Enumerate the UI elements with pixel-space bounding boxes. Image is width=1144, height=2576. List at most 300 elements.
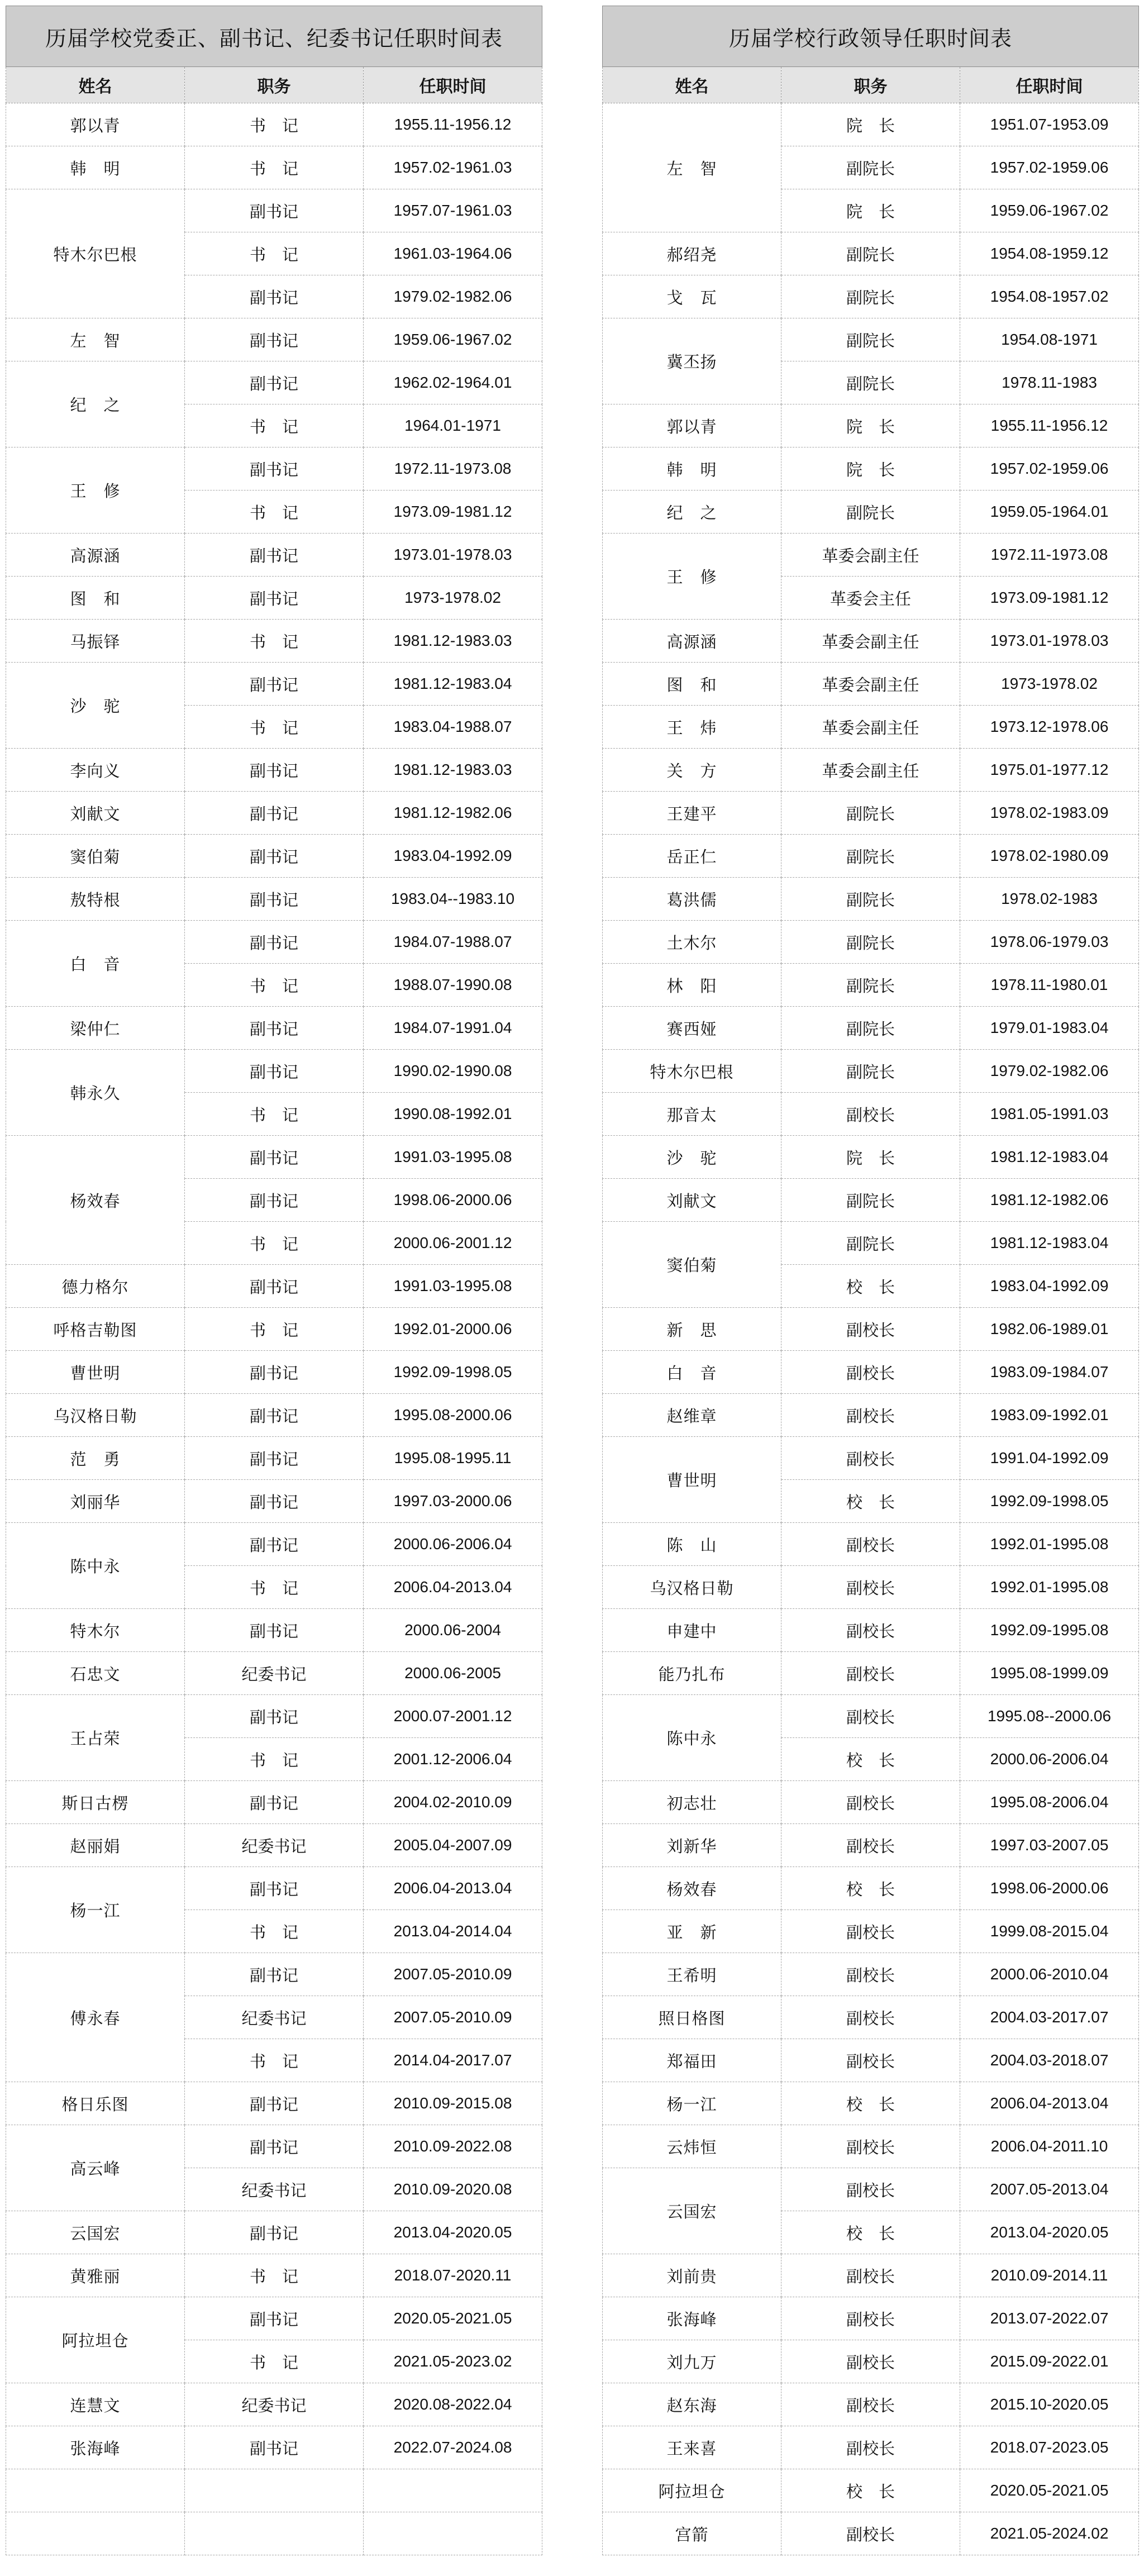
table-row (603, 1007, 1139, 1050)
cell-term: 1983.04--1983.10 (364, 878, 542, 921)
cell-term: 1991.04-1992.09 (960, 1437, 1139, 1480)
cell-term: 1978.02-1983.09 (960, 792, 1139, 835)
cell-position: 副书记 (185, 2426, 364, 2469)
cell-term: 1997.03-2000.06 (364, 1480, 542, 1523)
cell-position: 副书记 (185, 577, 364, 620)
cell-position: 校 长 (781, 2469, 960, 2512)
cell-name: 德力格尔 (6, 1265, 185, 1308)
cell-position: 校 长 (781, 2082, 960, 2125)
empty-cell (185, 2512, 364, 2555)
cell-term: 1988.07-1990.08 (364, 964, 542, 1007)
cell-position: 副书记 (185, 1437, 364, 1480)
cell-position: 副院长 (781, 146, 960, 189)
cell-name: 那音太 (603, 1093, 781, 1136)
cell-position: 副书记 (185, 1781, 364, 1824)
cell-position: 副校长 (781, 2168, 960, 2211)
column-header-position: 职务 (781, 67, 960, 103)
cell-term: 1959.06-1967.02 (960, 189, 1139, 232)
table-row (603, 2254, 1139, 2297)
cell-name: 赵丽娟 (6, 1824, 185, 1867)
cell-position: 革委会副主任 (781, 620, 960, 663)
table-row (6, 835, 542, 878)
cell-term: 1983.09-1984.07 (960, 1351, 1139, 1394)
cell-term: 1955.11-1956.12 (364, 103, 542, 146)
cell-term: 1998.06-2000.06 (364, 1179, 542, 1222)
cell-position: 革委会副主任 (781, 749, 960, 792)
cell-term: 2000.06-2006.04 (960, 1738, 1139, 1781)
cell-term: 1978.11-1983 (960, 361, 1139, 404)
cell-position: 书 记 (185, 232, 364, 275)
table-row (6, 1437, 542, 1480)
cell-term: 2013.04-2020.05 (364, 2211, 542, 2254)
cell-position: 副校长 (781, 1953, 960, 1996)
cell-term: 1981.12-1983.03 (364, 620, 542, 663)
cell-term: 1973-1978.02 (960, 663, 1139, 706)
cell-term: 1983.09-1992.01 (960, 1394, 1139, 1437)
empty-cell (364, 2469, 542, 2512)
cell-position: 书 记 (185, 1093, 364, 1136)
cell-position: 副院长 (781, 1050, 960, 1093)
cell-term: 2020.05-2021.05 (364, 2297, 542, 2340)
cell-name: 赛西娅 (603, 1007, 781, 1050)
cell-term: 2014.04-2017.07 (364, 2039, 542, 2082)
cell-name: 黄雅丽 (6, 2254, 185, 2297)
cell-term: 2006.04-2013.04 (364, 1867, 542, 1910)
table-row (603, 1996, 1139, 2039)
cell-position: 副院长 (781, 1222, 960, 1265)
cell-name: 特木尔 (6, 1609, 185, 1652)
cell-term: 1991.03-1995.08 (364, 1265, 542, 1308)
cell-position: 院 长 (781, 404, 960, 447)
cell-term: 1983.04-1988.07 (364, 706, 542, 749)
table-row (603, 1652, 1139, 1695)
cell-position: 副书记 (185, 835, 364, 878)
cell-position: 副院长 (781, 1007, 960, 1050)
cell-term: 2018.07-2020.11 (364, 2254, 542, 2297)
cell-position: 革委会副主任 (781, 534, 960, 577)
cell-name: 阿拉坦仓 (6, 2297, 185, 2383)
cell-name: 王 炜 (603, 706, 781, 749)
cell-name: 特木尔巴根 (6, 189, 185, 318)
table-row (6, 1351, 542, 1394)
table-row (603, 620, 1139, 663)
table-row (603, 275, 1139, 318)
cell-name: 曹世明 (603, 1437, 781, 1523)
table-row (603, 447, 1139, 491)
cell-name: 岳正仁 (603, 835, 781, 878)
cell-name: 王占荣 (6, 1695, 185, 1781)
cell-term: 1992.09-1995.08 (960, 1609, 1139, 1652)
table-row (6, 620, 542, 663)
cell-name: 宫箭 (603, 2512, 781, 2555)
table-row (6, 1695, 542, 1738)
cell-name: 沙 驼 (603, 1136, 781, 1179)
cell-position: 副院长 (781, 232, 960, 275)
table-row (6, 1394, 542, 1437)
cell-term: 2004.03-2018.07 (960, 2039, 1139, 2082)
cell-position: 书 记 (185, 1738, 364, 1781)
cell-name: 郭以青 (6, 103, 185, 146)
cell-position: 副校长 (781, 1566, 960, 1609)
cell-position: 副院长 (781, 275, 960, 318)
table-row (603, 491, 1139, 534)
cell-term: 1973.12-1978.06 (960, 706, 1139, 749)
cell-name: 云炜恒 (603, 2125, 781, 2168)
table-row (603, 1351, 1139, 1394)
cell-name: 初志壮 (603, 1781, 781, 1824)
cell-name: 杨效春 (6, 1136, 185, 1265)
cell-name: 照日格图 (603, 1996, 781, 2039)
cell-position: 纪委书记 (185, 1824, 364, 1867)
table-row (6, 749, 542, 792)
cell-position: 副书记 (185, 1136, 364, 1179)
table-row (603, 1695, 1139, 1738)
cell-position: 副书记 (185, 1007, 364, 1050)
table-row (603, 2426, 1139, 2469)
cell-position: 院 长 (781, 103, 960, 146)
table-row (603, 1867, 1139, 1910)
cell-term: 1981.12-1983.04 (960, 1136, 1139, 1179)
cell-position: 副校长 (781, 1652, 960, 1695)
table-row (603, 2383, 1139, 2426)
cell-position: 副书记 (185, 792, 364, 835)
cell-position: 副书记 (185, 1351, 364, 1394)
cell-name: 左 智 (6, 318, 185, 361)
cell-term: 2018.07-2023.05 (960, 2426, 1139, 2469)
cell-name: 王希明 (603, 1953, 781, 1996)
cell-term: 2006.04-2011.10 (960, 2125, 1139, 2168)
cell-position: 书 记 (185, 1566, 364, 1609)
cell-position: 纪委书记 (185, 2168, 364, 2211)
empty-cell (364, 2512, 542, 2555)
party-leaders-table (6, 6, 542, 2555)
cell-name: 王来喜 (603, 2426, 781, 2469)
cell-position: 副校长 (781, 1996, 960, 2039)
cell-name: 赵维章 (603, 1394, 781, 1437)
cell-position: 副书记 (185, 318, 364, 361)
cell-term: 1959.05-1964.01 (960, 491, 1139, 534)
cell-position: 副院长 (781, 835, 960, 878)
table-row (603, 534, 1139, 577)
cell-position: 副校长 (781, 2340, 960, 2383)
cell-name: 白 音 (603, 1351, 781, 1394)
cell-position: 书 记 (185, 620, 364, 663)
table-row (6, 447, 542, 491)
table-row (603, 1308, 1139, 1351)
cell-term: 1982.06-1989.01 (960, 1308, 1139, 1351)
cell-term: 1973.09-1981.12 (364, 491, 542, 534)
cell-position: 副院长 (781, 491, 960, 534)
cell-term: 1981.12-1983.03 (364, 749, 542, 792)
cell-term: 1992.09-1998.05 (364, 1351, 542, 1394)
cell-name: 纪 之 (603, 491, 781, 534)
cell-term: 2010.09-2020.08 (364, 2168, 542, 2211)
table-row (6, 921, 542, 964)
cell-position: 副校长 (781, 1437, 960, 1480)
cell-term: 2010.09-2022.08 (364, 2125, 542, 2168)
cell-term: 1997.03-2007.05 (960, 1824, 1139, 1867)
cell-term: 1995.08-2006.04 (960, 1781, 1139, 1824)
table-row (603, 1824, 1139, 1867)
cell-term: 2005.04-2007.09 (364, 1824, 542, 1867)
cell-term: 1959.06-1967.02 (364, 318, 542, 361)
cell-position: 书 记 (185, 146, 364, 189)
cell-term: 1978.02-1980.09 (960, 835, 1139, 878)
table-row (6, 1523, 542, 1566)
cell-position: 副校长 (781, 1308, 960, 1351)
cell-name: 土木尔 (603, 921, 781, 964)
cell-term: 2015.10-2020.05 (960, 2383, 1139, 2426)
table-row (603, 1222, 1139, 1265)
table-row (6, 2297, 542, 2340)
cell-name: 陈中永 (6, 1523, 185, 1609)
cell-position: 副书记 (185, 749, 364, 792)
cell-position: 书 记 (185, 1308, 364, 1351)
cell-name: 陈 山 (603, 1523, 781, 1566)
cell-term: 1978.06-1979.03 (960, 921, 1139, 964)
column-header-name: 姓名 (6, 67, 185, 103)
cell-name: 张海峰 (603, 2297, 781, 2340)
cell-position: 副书记 (185, 1179, 364, 1222)
table-row (603, 921, 1139, 964)
cell-position: 副书记 (185, 2082, 364, 2125)
cell-term: 1957.02-1959.06 (960, 447, 1139, 491)
cell-term: 1995.08-1999.09 (960, 1652, 1139, 1695)
cell-position: 副校长 (781, 2512, 960, 2555)
cell-term: 1978.02-1983 (960, 878, 1139, 921)
cell-position: 院 长 (781, 189, 960, 232)
cell-term: 1990.08-1992.01 (364, 1093, 542, 1136)
table-row (603, 2168, 1139, 2211)
cell-position: 副院长 (781, 964, 960, 1007)
cell-term: 1981.12-1982.06 (364, 792, 542, 835)
cell-term: 1979.01-1983.04 (960, 1007, 1139, 1050)
cell-position: 副书记 (185, 447, 364, 491)
cell-term: 2010.09-2015.08 (364, 2082, 542, 2125)
cell-term: 2004.02-2010.09 (364, 1781, 542, 1824)
table-row (6, 1007, 542, 1050)
cell-position: 副院长 (781, 361, 960, 404)
table-row (603, 1093, 1139, 1136)
cell-name: 林 阳 (603, 964, 781, 1007)
cell-position: 副院长 (781, 878, 960, 921)
cell-position: 书 记 (185, 964, 364, 1007)
table-row (603, 1781, 1139, 1824)
cell-term: 2020.05-2021.05 (960, 2469, 1139, 2512)
cell-term: 2020.08-2022.04 (364, 2383, 542, 2426)
cell-term: 2000.06-2006.04 (364, 1523, 542, 1566)
cell-position: 副书记 (185, 534, 364, 577)
cell-name: 关 方 (603, 749, 781, 792)
cell-name: 赵东海 (603, 2383, 781, 2426)
cell-name: 曹世明 (6, 1351, 185, 1394)
cell-position: 院 长 (781, 447, 960, 491)
table-row (6, 1953, 542, 1996)
cell-position: 副校长 (781, 2426, 960, 2469)
table-row (603, 404, 1139, 447)
cell-term: 2013.04-2014.04 (364, 1910, 542, 1953)
cell-name: 张海峰 (6, 2426, 185, 2469)
cell-name: 韩 明 (603, 447, 781, 491)
cell-name: 梁仲仁 (6, 1007, 185, 1050)
table-row (603, 706, 1139, 749)
empty-cell (6, 2512, 185, 2555)
cell-position: 副校长 (781, 2039, 960, 2082)
cell-term: 2004.03-2017.07 (960, 1996, 1139, 2039)
table-row (6, 792, 542, 835)
cell-position: 副院长 (781, 318, 960, 361)
cell-term: 1973-1978.02 (364, 577, 542, 620)
table-row (6, 878, 542, 921)
cell-term: 1991.03-1995.08 (364, 1136, 542, 1179)
cell-term: 1951.07-1953.09 (960, 103, 1139, 146)
cell-name: 王 修 (6, 447, 185, 534)
cell-name: 敖特根 (6, 878, 185, 921)
cell-position: 副书记 (185, 1695, 364, 1738)
cell-term: 2007.05-2013.04 (960, 2168, 1139, 2211)
cell-position: 校 长 (781, 2211, 960, 2254)
cell-position: 副校长 (781, 1351, 960, 1394)
cell-term: 2006.04-2013.04 (364, 1566, 542, 1609)
cell-name: 戈 瓦 (603, 275, 781, 318)
cell-name: 乌汉格日勒 (6, 1394, 185, 1437)
table-row (603, 835, 1139, 878)
cell-name: 连慧文 (6, 2383, 185, 2426)
cell-position: 书 记 (185, 2039, 364, 2082)
cell-name: 高云峰 (6, 2125, 185, 2211)
cell-name: 沙 驼 (6, 663, 185, 749)
cell-position: 书 记 (185, 103, 364, 146)
table-row (603, 1953, 1139, 1996)
column-header-term: 任职时间 (364, 67, 542, 103)
cell-name: 呼格吉勒图 (6, 1308, 185, 1351)
cell-position: 副书记 (185, 1609, 364, 1652)
cell-name: 范 勇 (6, 1437, 185, 1480)
cell-name: 陈中永 (603, 1695, 781, 1781)
table-row (6, 189, 542, 232)
cell-position: 副校长 (781, 1824, 960, 1867)
empty-row (6, 2512, 542, 2555)
cell-position: 副书记 (185, 2297, 364, 2340)
table-row (6, 534, 542, 577)
cell-term: 2007.05-2010.09 (364, 1996, 542, 2039)
cell-name: 云国宏 (603, 2168, 781, 2254)
cell-position: 纪委书记 (185, 1652, 364, 1695)
cell-name: 阿拉坦仓 (603, 2469, 781, 2512)
cell-position: 副书记 (185, 1867, 364, 1910)
table-row (603, 749, 1139, 792)
cell-position: 副书记 (185, 1953, 364, 1996)
table-row (6, 361, 542, 404)
cell-name: 申建中 (603, 1609, 781, 1652)
cell-position: 副院长 (781, 792, 960, 835)
cell-term: 1972.11-1973.08 (364, 447, 542, 491)
cell-position: 书 记 (185, 491, 364, 534)
table-title: 历届学校党委正、副书记、纪委书记任职时间表 (6, 6, 542, 67)
cell-name: 窦伯菊 (6, 835, 185, 878)
table-row (6, 1867, 542, 1910)
cell-term: 1961.03-1964.06 (364, 232, 542, 275)
cell-name: 新 思 (603, 1308, 781, 1351)
empty-cell (6, 2469, 185, 2512)
cell-name: 刘九万 (603, 2340, 781, 2383)
table-row (6, 577, 542, 620)
cell-position: 副书记 (185, 663, 364, 706)
cell-name: 云国宏 (6, 2211, 185, 2254)
cell-position: 纪委书记 (185, 1996, 364, 2039)
cell-name: 刘献文 (603, 1179, 781, 1222)
cell-position: 革委会副主任 (781, 663, 960, 706)
cell-term: 1995.08-1995.11 (364, 1437, 542, 1480)
cell-term: 2001.12-2006.04 (364, 1738, 542, 1781)
cell-position: 革委会主任 (781, 577, 960, 620)
administrative-leaders-table (602, 6, 1139, 2555)
cell-name: 刘新华 (603, 1824, 781, 1867)
cell-term: 1990.02-1990.08 (364, 1050, 542, 1093)
cell-term: 2013.07-2022.07 (960, 2297, 1139, 2340)
cell-name: 白 音 (6, 921, 185, 1007)
table-row (603, 1050, 1139, 1093)
cell-name: 左 智 (603, 103, 781, 232)
cell-position: 副书记 (185, 921, 364, 964)
cell-name: 刘前贵 (603, 2254, 781, 2297)
cell-position: 副书记 (185, 1050, 364, 1093)
cell-term: 1981.05-1991.03 (960, 1093, 1139, 1136)
cell-term: 2021.05-2023.02 (364, 2340, 542, 2383)
cell-term: 1992.09-1998.05 (960, 1480, 1139, 1523)
cell-term: 2000.07-2001.12 (364, 1695, 542, 1738)
cell-name: 冀丕扬 (603, 318, 781, 404)
cell-position: 副校长 (781, 1609, 960, 1652)
cell-position: 书 记 (185, 2340, 364, 2383)
table-title: 历届学校行政领导任职时间表 (603, 6, 1139, 67)
cell-name: 亚 新 (603, 1910, 781, 1953)
cell-term: 1998.06-2000.06 (960, 1867, 1139, 1910)
table-row (603, 1910, 1139, 1953)
empty-row (6, 2469, 542, 2512)
cell-position: 副书记 (185, 878, 364, 921)
cell-term: 1962.02-1964.01 (364, 361, 542, 404)
table-row (603, 2512, 1139, 2555)
table-row (6, 2254, 542, 2297)
cell-name: 王 修 (603, 534, 781, 620)
cell-position: 副校长 (781, 1781, 960, 1824)
cell-term: 1957.02-1959.06 (960, 146, 1139, 189)
cell-position: 副校长 (781, 1910, 960, 1953)
cell-name: 马振铎 (6, 620, 185, 663)
cell-position: 革委会副主任 (781, 706, 960, 749)
cell-term: 1975.01-1977.12 (960, 749, 1139, 792)
table-row (603, 2297, 1139, 2340)
cell-term: 2015.09-2022.01 (960, 2340, 1139, 2383)
cell-name: 高源涵 (603, 620, 781, 663)
cell-term: 2021.05-2024.02 (960, 2512, 1139, 2555)
table-row (6, 2383, 542, 2426)
table-row (6, 663, 542, 706)
cell-name: 刘丽华 (6, 1480, 185, 1523)
table-row (6, 1781, 542, 1824)
cell-position: 副书记 (185, 189, 364, 232)
cell-name: 韩永久 (6, 1050, 185, 1136)
cell-position: 副书记 (185, 1523, 364, 1566)
cell-name: 王建平 (603, 792, 781, 835)
cell-position: 副校长 (781, 1093, 960, 1136)
cell-name: 郭以青 (603, 404, 781, 447)
cell-term: 1954.08-1957.02 (960, 275, 1139, 318)
cell-term: 2006.04-2013.04 (960, 2082, 1139, 2125)
cell-position: 副院长 (781, 921, 960, 964)
cell-name: 乌汉格日勒 (603, 1566, 781, 1609)
